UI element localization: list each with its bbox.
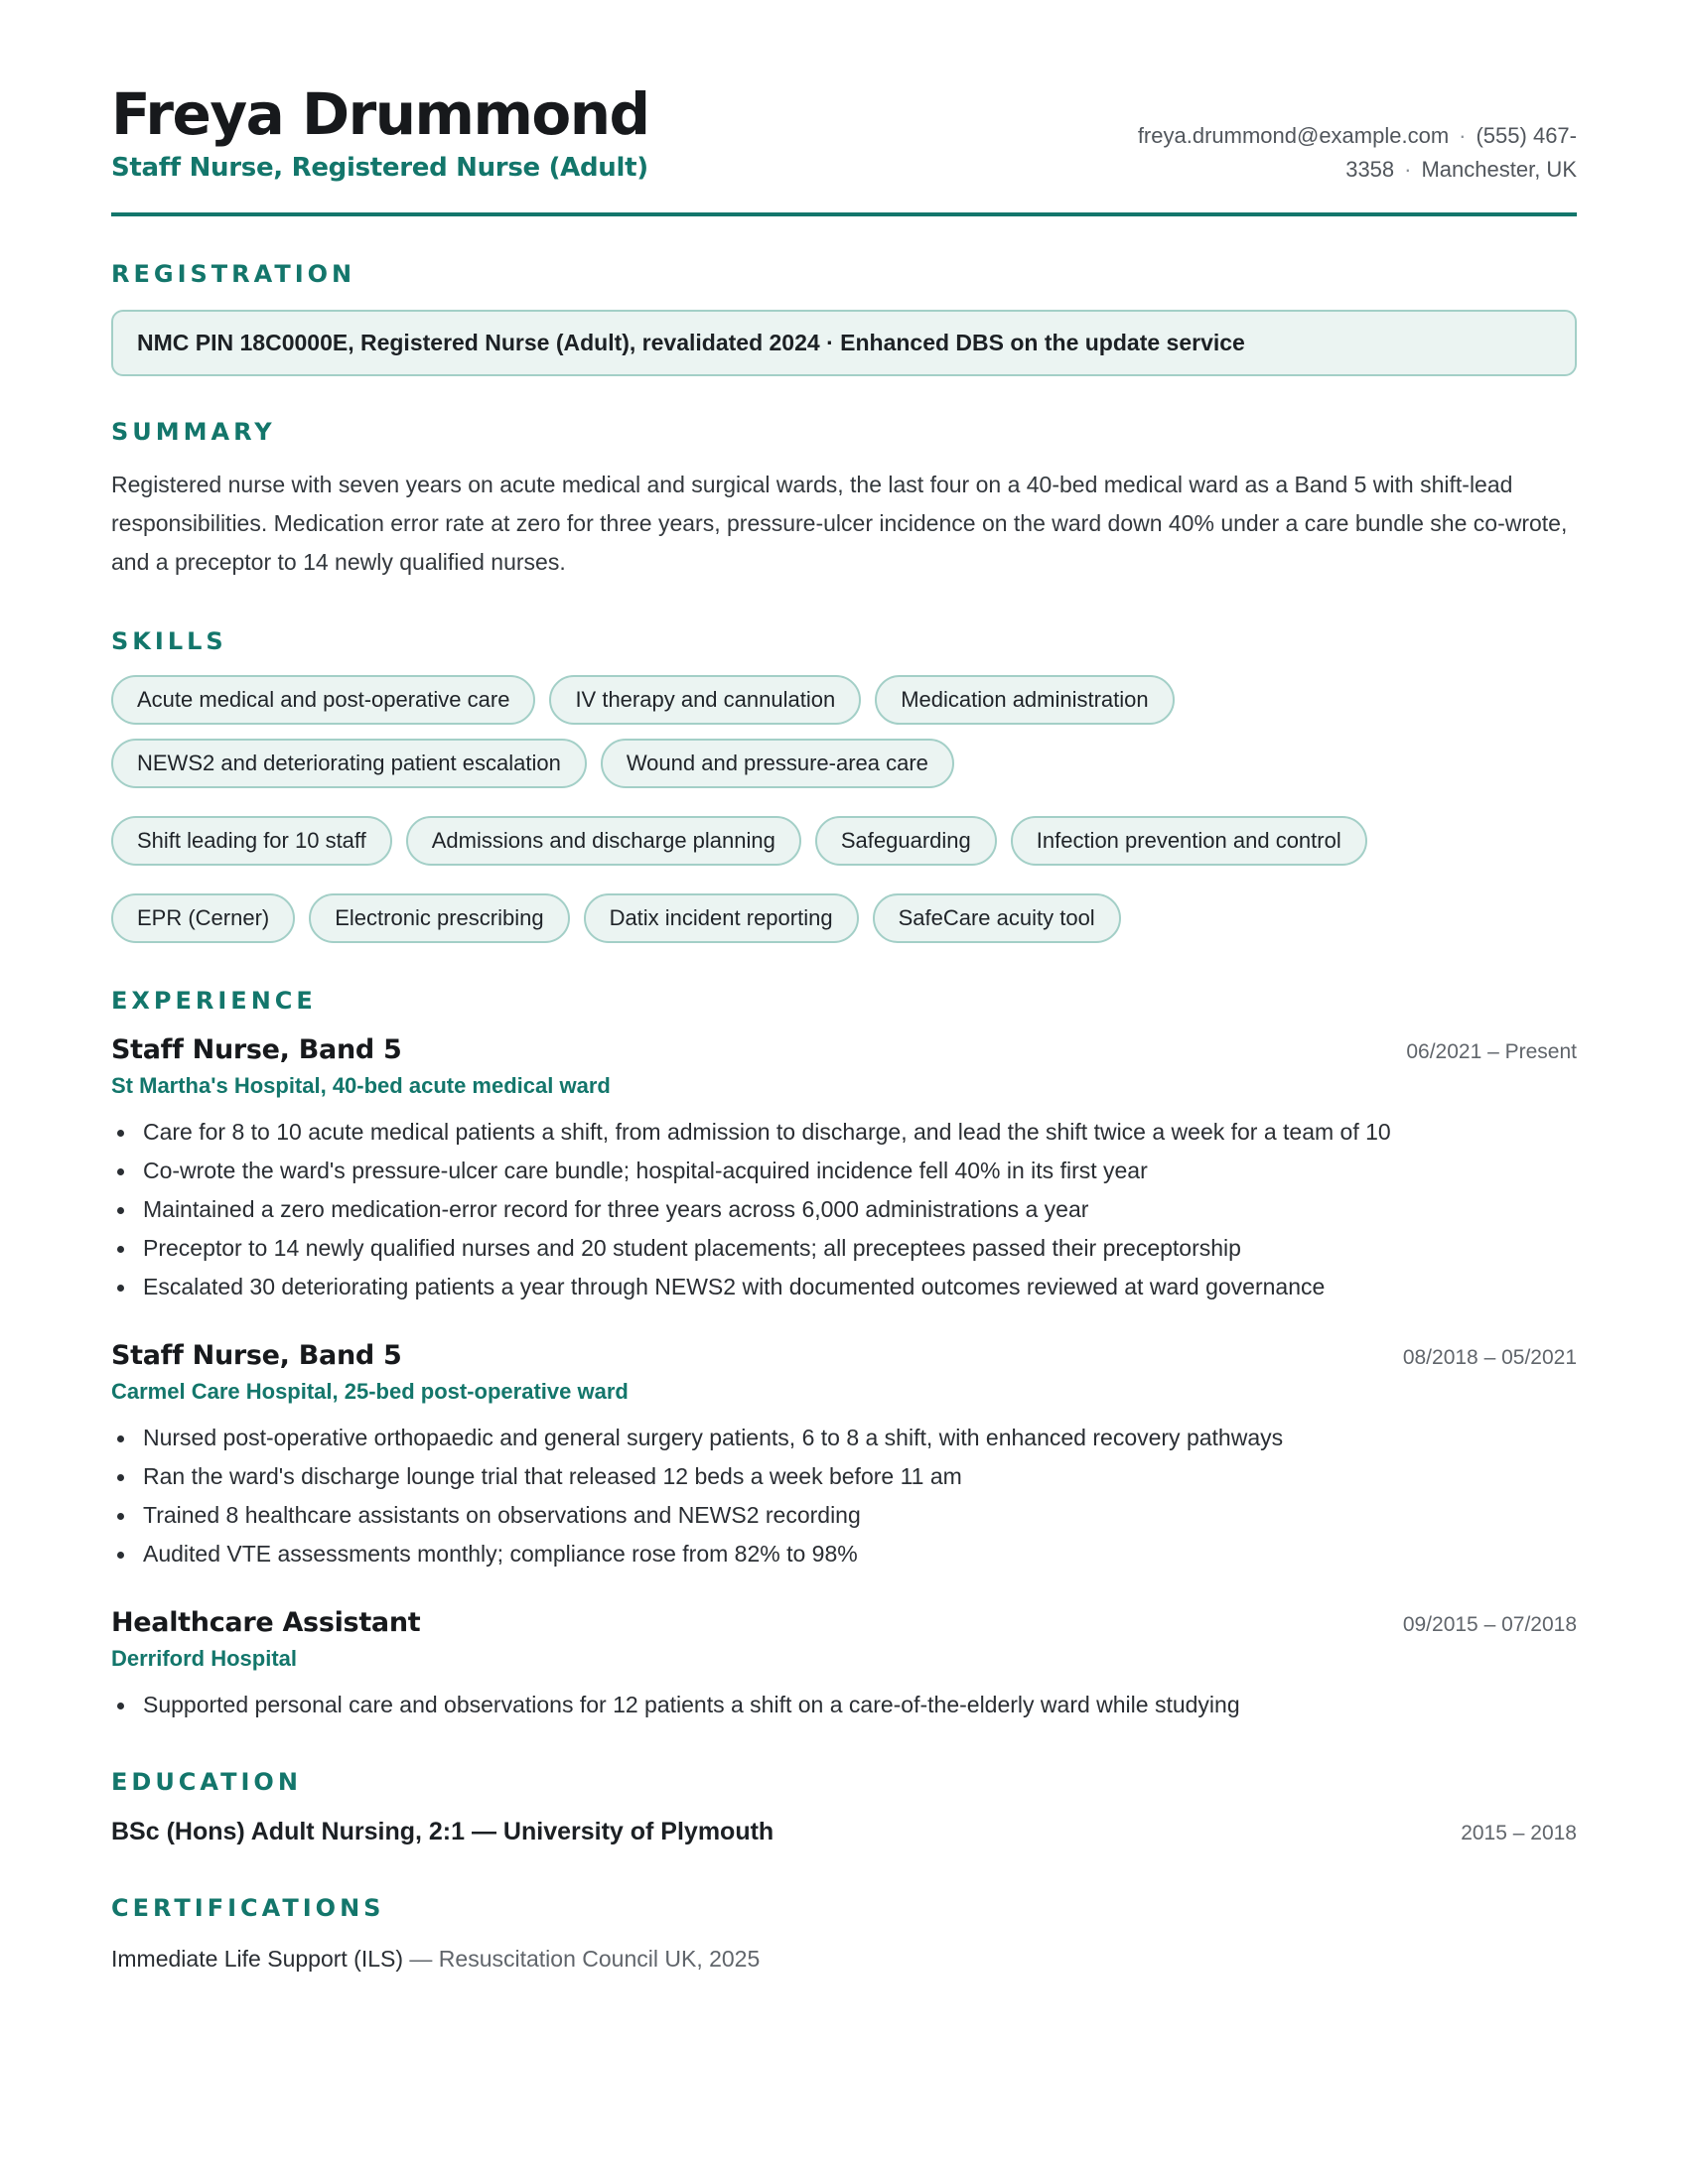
skill-pill: Acute medical and post-operative care [111, 675, 535, 725]
bullet-item: Supported personal care and observations for 12 patients a shift on a care-of-the-elderly ward while studying [111, 1686, 1577, 1724]
candidate-name: Freya Drummond [111, 80, 649, 148]
job-title: Staff Nurse, Band 5 [111, 1340, 402, 1371]
bullet-item: Trained 8 healthcare assistants on observations and NEWS2 recording [111, 1496, 1577, 1535]
job-organization: St Martha's Hospital, 40-bed acute medical ward [111, 1073, 611, 1098]
skill-pill: IV therapy and cannulation [549, 675, 861, 725]
certification-entry [111, 1946, 1577, 1973]
contact-separator: · [1459, 123, 1467, 148]
bullet-item: Care for 8 to 10 acute medical patients a shift, from admission to discharge, and lead the shift twice a week for a team of 10 [111, 1113, 1577, 1152]
bullet-item: Escalated 30 deteriorating patients a year through NEWS2 with documented outcomes reviewed at ward governance [111, 1268, 1577, 1306]
bullet-item: Nursed post-operative orthopaedic and general surgery patients, 6 to 8 a shift, with enhanced recovery pathways [111, 1419, 1577, 1457]
bullet-item: Ran the ward's discharge lounge trial that released 12 beds a week before 11 am [111, 1457, 1577, 1496]
header-divider [111, 212, 1577, 216]
contact-location: Manchester, UK [1421, 157, 1577, 182]
name-block [111, 80, 649, 183]
job-header [111, 1607, 1577, 1638]
job-organization: Carmel Care Hospital, 25-bed post-operative ward [111, 1379, 629, 1404]
education-heading: EDUCATION [111, 1768, 302, 1796]
skill-pill: Wound and pressure-area care [601, 739, 954, 788]
skill-pill: Electronic prescribing [309, 893, 569, 943]
certification-name: Immediate Life Support (ILS) [111, 1946, 404, 1972]
job-dates: 09/2015 – 07/2018 [1402, 1613, 1577, 1636]
job-organization: Derriford Hospital [111, 1646, 298, 1671]
certifications-heading: CERTIFICATIONS [111, 1894, 385, 1922]
education-degree: BSc (Hons) Adult Nursing, 2:1 — University of Plymouth [111, 1818, 774, 1845]
skill-row [111, 675, 1577, 725]
job-header [111, 1340, 1577, 1371]
candidate-role: Staff Nurse, Registered Nurse (Adult) [111, 152, 648, 183]
contact-phone: (555) 467-3358 [1345, 123, 1577, 182]
skill-row [111, 893, 1577, 943]
bullet-item: Audited VTE assessments monthly; compliance rose from 82% to 98% [111, 1535, 1577, 1573]
skill-row [111, 739, 1577, 788]
skill-pill: Shift leading for 10 staff [111, 816, 392, 866]
certification-issuer: — Resuscitation Council UK, 2025 [403, 1946, 761, 1972]
skill-pill: NEWS2 and deteriorating patient escalation [111, 739, 587, 788]
job-bullets [111, 1686, 1577, 1724]
job-bullets [111, 1113, 1577, 1306]
experience-heading: EXPERIENCE [111, 987, 317, 1015]
job-title: Staff Nurse, Band 5 [111, 1034, 402, 1065]
bullet-item: Co-wrote the ward's pressure-ulcer care bundle; hospital-acquired incidence fell 40% in its first year [111, 1152, 1577, 1190]
job-dates: 06/2021 – Present [1406, 1040, 1577, 1063]
bullet-item: Preceptor to 14 newly qualified nurses and 20 student placements; all preceptees passed their preceptorship [111, 1229, 1577, 1268]
education-dates: 2015 – 2018 [1461, 1822, 1577, 1844]
skill-pill: SafeCare acuity tool [873, 893, 1121, 943]
job-entry [111, 1034, 1577, 1306]
summary-text: Registered nurse with seven years on acute medical and surgical wards, the last four on a 40-bed medical ward as a Band 5 with shift-lead responsibilities. Medication error rate at zero for three years, pressure-ulcer incidence on the ward down 40% under a care bundle she co-wrote, and a preceptor to 14 newly qualified nurses. [111, 472, 1568, 575]
skill-pill: Infection prevention and control [1011, 816, 1367, 866]
skill-pill: Datix incident reporting [584, 893, 859, 943]
contact-separator: · [1404, 157, 1412, 182]
skill-row [111, 816, 1577, 866]
job-entry [111, 1607, 1577, 1724]
registration-box: NMC PIN 18C0000E, Registered Nurse (Adult), revalidated 2024 · Enhanced DBS on the update service [111, 310, 1577, 376]
education-entry [111, 1818, 1577, 1846]
skill-pill: Medication administration [875, 675, 1174, 725]
registration-heading: REGISTRATION [111, 260, 356, 288]
skill-pill: Admissions and discharge planning [406, 816, 801, 866]
summary-heading: SUMMARY [111, 418, 276, 446]
bullet-item: Maintained a zero medication-error record for three years across 6,000 administrations a year [111, 1190, 1577, 1229]
job-title: Healthcare Assistant [111, 1607, 421, 1638]
job-bullets [111, 1419, 1577, 1573]
job-entry [111, 1340, 1577, 1573]
skill-pill: EPR (Cerner) [111, 893, 295, 943]
job-dates: 08/2018 – 05/2021 [1402, 1346, 1577, 1369]
skills-heading: SKILLS [111, 627, 227, 655]
job-header [111, 1034, 1577, 1065]
resume-header [111, 80, 1577, 187]
skills-list [111, 675, 1577, 943]
contact-email[interactable]: freya.drummond@example.com [1137, 123, 1450, 148]
contact-info [1021, 119, 1577, 187]
skill-pill: Safeguarding [815, 816, 997, 866]
